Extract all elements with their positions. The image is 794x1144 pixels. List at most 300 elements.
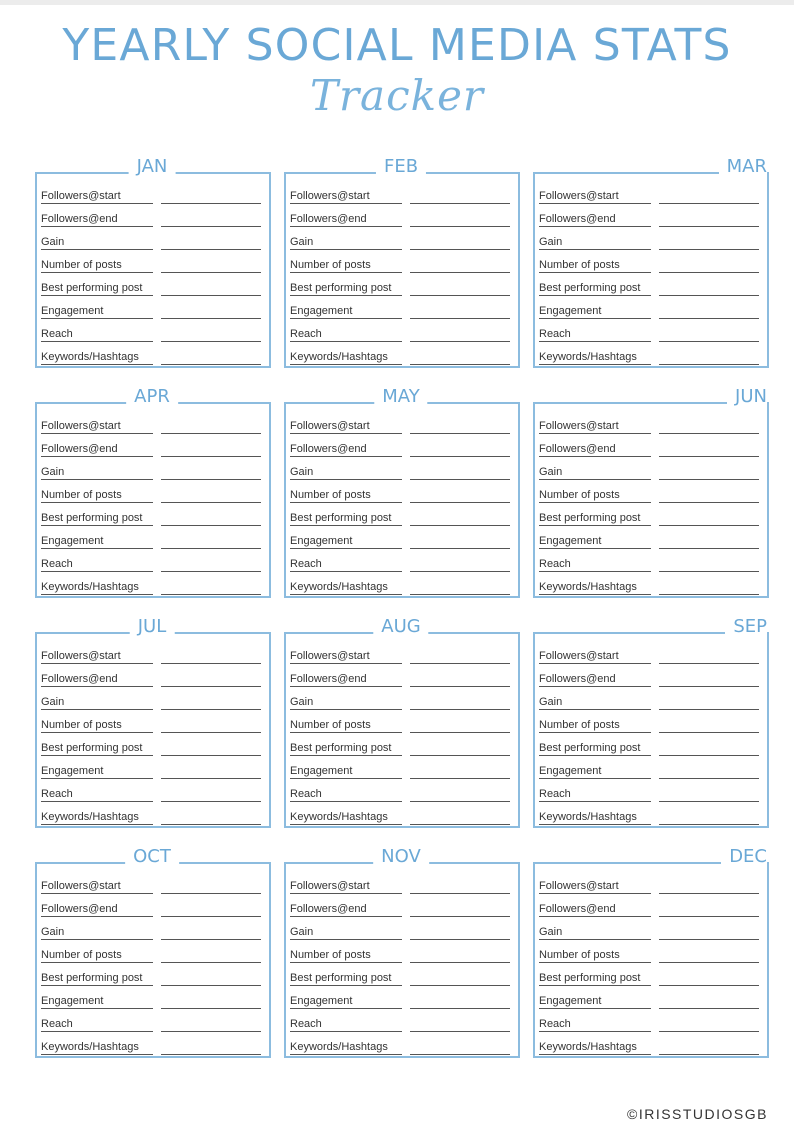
answer-line[interactable] bbox=[161, 685, 261, 687]
field-label: Keywords/Hashtags bbox=[539, 810, 651, 825]
answer-line[interactable] bbox=[659, 432, 759, 434]
month-block-feb bbox=[284, 156, 518, 366]
field-label: Keywords/Hashtags bbox=[290, 580, 402, 595]
field-row bbox=[41, 895, 263, 918]
field-row bbox=[41, 182, 263, 205]
field-row bbox=[41, 228, 263, 251]
field-row bbox=[41, 297, 263, 320]
field-row bbox=[290, 987, 512, 1010]
field-row bbox=[539, 435, 761, 458]
answer-line[interactable] bbox=[659, 1030, 759, 1032]
answer-line[interactable] bbox=[161, 662, 261, 664]
field-row bbox=[41, 757, 263, 780]
field-label: Number of posts bbox=[539, 718, 651, 733]
answer-line[interactable] bbox=[410, 501, 510, 503]
field-list bbox=[539, 412, 761, 596]
field-label: Best performing post bbox=[539, 741, 651, 756]
field-label: Number of posts bbox=[290, 718, 402, 733]
field-row bbox=[539, 182, 761, 205]
answer-line[interactable] bbox=[410, 202, 510, 204]
field-label: Reach bbox=[539, 1017, 651, 1032]
answer-line[interactable] bbox=[659, 984, 759, 986]
field-label: Followers@start bbox=[41, 419, 153, 434]
field-label: Followers@start bbox=[290, 419, 402, 434]
field-label: Keywords/Hashtags bbox=[41, 350, 153, 365]
answer-line[interactable] bbox=[410, 892, 510, 894]
field-row bbox=[290, 481, 512, 504]
field-list bbox=[290, 412, 512, 596]
field-row bbox=[539, 688, 761, 711]
month-name: JAN bbox=[129, 156, 176, 178]
answer-line[interactable] bbox=[161, 961, 261, 963]
answer-line[interactable] bbox=[161, 800, 261, 802]
answer-line[interactable] bbox=[410, 225, 510, 227]
answer-line[interactable] bbox=[161, 271, 261, 273]
field-label: Gain bbox=[41, 465, 153, 480]
month-block-aug bbox=[284, 616, 518, 826]
month-name: NOV bbox=[373, 846, 429, 868]
answer-line[interactable] bbox=[410, 984, 510, 986]
field-label: Keywords/Hashtags bbox=[41, 1040, 153, 1055]
field-row bbox=[290, 458, 512, 481]
field-label: Keywords/Hashtags bbox=[539, 580, 651, 595]
field-row bbox=[539, 642, 761, 665]
field-row bbox=[41, 412, 263, 435]
field-row bbox=[290, 504, 512, 527]
answer-line[interactable] bbox=[410, 432, 510, 434]
field-label: Reach bbox=[539, 557, 651, 572]
field-label: Best performing post bbox=[41, 281, 153, 296]
month-block-dec bbox=[533, 846, 767, 1056]
field-row bbox=[539, 527, 761, 550]
field-row bbox=[290, 688, 512, 711]
answer-line[interactable] bbox=[161, 340, 261, 342]
field-row bbox=[41, 527, 263, 550]
month-name: APR bbox=[126, 386, 178, 408]
copyright-text: ©IRISSTUDIOSGB bbox=[627, 1106, 768, 1122]
field-row bbox=[290, 343, 512, 366]
answer-line[interactable] bbox=[161, 432, 261, 434]
answer-line[interactable] bbox=[659, 1053, 759, 1055]
field-row bbox=[290, 182, 512, 205]
field-label: Reach bbox=[290, 787, 402, 802]
answer-line[interactable] bbox=[410, 248, 510, 250]
field-label: Number of posts bbox=[290, 258, 402, 273]
field-label: Engagement bbox=[539, 994, 651, 1009]
field-label: Number of posts bbox=[41, 948, 153, 963]
field-row bbox=[290, 228, 512, 251]
month-block-jan bbox=[35, 156, 269, 366]
field-list bbox=[41, 642, 263, 826]
answer-line[interactable] bbox=[659, 478, 759, 480]
answer-line[interactable] bbox=[659, 225, 759, 227]
field-row bbox=[539, 412, 761, 435]
answer-line[interactable] bbox=[659, 317, 759, 319]
field-label: Followers@end bbox=[290, 902, 402, 917]
field-label: Followers@start bbox=[539, 189, 651, 204]
answer-line[interactable] bbox=[410, 731, 510, 733]
answer-line[interactable] bbox=[161, 455, 261, 457]
field-label: Engagement bbox=[539, 764, 651, 779]
field-label: Best performing post bbox=[290, 511, 402, 526]
month-block-jul bbox=[35, 616, 269, 826]
answer-line[interactable] bbox=[659, 455, 759, 457]
field-label: Gain bbox=[41, 235, 153, 250]
field-row bbox=[539, 1033, 761, 1056]
field-row bbox=[539, 481, 761, 504]
answer-line[interactable] bbox=[410, 800, 510, 802]
answer-line[interactable] bbox=[410, 1007, 510, 1009]
answer-line[interactable] bbox=[410, 708, 510, 710]
field-row bbox=[41, 734, 263, 757]
field-row bbox=[539, 918, 761, 941]
answer-line[interactable] bbox=[161, 202, 261, 204]
field-label: Gain bbox=[290, 465, 402, 480]
field-label: Engagement bbox=[41, 994, 153, 1009]
month-block-oct bbox=[35, 846, 269, 1056]
field-row bbox=[539, 964, 761, 987]
field-row bbox=[539, 711, 761, 734]
field-row bbox=[41, 504, 263, 527]
month-name: DEC bbox=[721, 846, 767, 868]
answer-line[interactable] bbox=[410, 570, 510, 572]
answer-line[interactable] bbox=[410, 271, 510, 273]
field-row bbox=[41, 320, 263, 343]
field-label: Followers@start bbox=[41, 189, 153, 204]
field-row bbox=[539, 941, 761, 964]
field-label: Engagement bbox=[290, 534, 402, 549]
month-block-apr bbox=[35, 386, 269, 596]
field-row bbox=[539, 757, 761, 780]
field-row bbox=[290, 274, 512, 297]
answer-line[interactable] bbox=[410, 593, 510, 595]
month-name: AUG bbox=[373, 616, 428, 638]
answer-line[interactable] bbox=[659, 708, 759, 710]
answer-line[interactable] bbox=[161, 823, 261, 825]
field-label: Gain bbox=[41, 925, 153, 940]
field-label: Keywords/Hashtags bbox=[290, 350, 402, 365]
field-label: Engagement bbox=[290, 764, 402, 779]
answer-line[interactable] bbox=[161, 478, 261, 480]
field-row bbox=[539, 297, 761, 320]
answer-line[interactable] bbox=[410, 915, 510, 917]
answer-line[interactable] bbox=[659, 685, 759, 687]
field-label: Engagement bbox=[290, 994, 402, 1009]
answer-line[interactable] bbox=[161, 777, 261, 779]
field-list bbox=[539, 182, 761, 366]
field-label: Number of posts bbox=[539, 948, 651, 963]
field-label: Followers@start bbox=[41, 879, 153, 894]
field-label: Number of posts bbox=[41, 718, 153, 733]
field-row bbox=[290, 665, 512, 688]
month-block-sep bbox=[533, 616, 767, 826]
field-row bbox=[539, 205, 761, 228]
month-name: JUL bbox=[130, 616, 175, 638]
field-label: Gain bbox=[539, 695, 651, 710]
page-subtitle: Tracker bbox=[309, 71, 485, 120]
answer-line[interactable] bbox=[659, 340, 759, 342]
month-name: MAR bbox=[719, 156, 767, 178]
field-label: Followers@start bbox=[539, 879, 651, 894]
field-row bbox=[41, 642, 263, 665]
answer-line[interactable] bbox=[161, 524, 261, 526]
field-label: Best performing post bbox=[290, 971, 402, 986]
field-row bbox=[539, 780, 761, 803]
month-block-nov bbox=[284, 846, 518, 1056]
field-row bbox=[290, 573, 512, 596]
field-row bbox=[539, 895, 761, 918]
field-row bbox=[290, 803, 512, 826]
field-row bbox=[539, 504, 761, 527]
month-name: JUN bbox=[727, 386, 767, 408]
field-label: Reach bbox=[41, 327, 153, 342]
month-name: OCT bbox=[125, 846, 179, 868]
field-label: Followers@end bbox=[290, 442, 402, 457]
field-row bbox=[539, 274, 761, 297]
answer-line[interactable] bbox=[410, 754, 510, 756]
answer-line[interactable] bbox=[410, 317, 510, 319]
field-label: Best performing post bbox=[290, 741, 402, 756]
field-row bbox=[41, 435, 263, 458]
field-row bbox=[41, 780, 263, 803]
answer-line[interactable] bbox=[659, 271, 759, 273]
answer-line[interactable] bbox=[161, 501, 261, 503]
field-label: Followers@end bbox=[41, 212, 153, 227]
field-row bbox=[41, 941, 263, 964]
month-name: SEP bbox=[725, 616, 767, 638]
field-row bbox=[41, 918, 263, 941]
field-row bbox=[41, 803, 263, 826]
field-list bbox=[290, 182, 512, 366]
answer-line[interactable] bbox=[161, 593, 261, 595]
field-row bbox=[290, 1010, 512, 1033]
answer-line[interactable] bbox=[161, 1053, 261, 1055]
field-row bbox=[539, 573, 761, 596]
field-label: Reach bbox=[539, 327, 651, 342]
answer-line[interactable] bbox=[410, 662, 510, 664]
field-list bbox=[290, 642, 512, 826]
answer-line[interactable] bbox=[410, 340, 510, 342]
field-label: Best performing post bbox=[290, 281, 402, 296]
answer-line[interactable] bbox=[659, 1007, 759, 1009]
answer-line[interactable] bbox=[659, 363, 759, 365]
answer-line[interactable] bbox=[161, 984, 261, 986]
field-row bbox=[41, 251, 263, 274]
answer-line[interactable] bbox=[410, 938, 510, 940]
field-row bbox=[290, 941, 512, 964]
field-label: Best performing post bbox=[539, 511, 651, 526]
field-row bbox=[290, 757, 512, 780]
field-label: Gain bbox=[290, 925, 402, 940]
field-list bbox=[539, 642, 761, 826]
answer-line[interactable] bbox=[659, 248, 759, 250]
answer-line[interactable] bbox=[659, 938, 759, 940]
answer-line[interactable] bbox=[659, 501, 759, 503]
field-row bbox=[41, 688, 263, 711]
answer-line[interactable] bbox=[659, 892, 759, 894]
answer-line[interactable] bbox=[659, 754, 759, 756]
field-row bbox=[290, 297, 512, 320]
field-label: Followers@start bbox=[290, 649, 402, 664]
field-row bbox=[41, 872, 263, 895]
field-row bbox=[41, 458, 263, 481]
answer-line[interactable] bbox=[410, 455, 510, 457]
field-label: Engagement bbox=[41, 534, 153, 549]
field-label: Followers@end bbox=[41, 902, 153, 917]
field-row bbox=[290, 412, 512, 435]
field-label: Followers@end bbox=[539, 442, 651, 457]
answer-line[interactable] bbox=[410, 524, 510, 526]
field-row bbox=[290, 780, 512, 803]
field-label: Gain bbox=[539, 465, 651, 480]
field-list bbox=[41, 412, 263, 596]
answer-line[interactable] bbox=[161, 294, 261, 296]
field-label: Keywords/Hashtags bbox=[539, 350, 651, 365]
field-label: Followers@end bbox=[539, 212, 651, 227]
answer-line[interactable] bbox=[161, 317, 261, 319]
field-list bbox=[41, 182, 263, 366]
answer-line[interactable] bbox=[410, 777, 510, 779]
answer-line[interactable] bbox=[161, 731, 261, 733]
field-label: Keywords/Hashtags bbox=[41, 580, 153, 595]
field-label: Followers@start bbox=[290, 879, 402, 894]
answer-line[interactable] bbox=[161, 708, 261, 710]
field-label: Best performing post bbox=[41, 741, 153, 756]
field-label: Followers@end bbox=[41, 672, 153, 687]
field-row bbox=[539, 872, 761, 895]
answer-line[interactable] bbox=[161, 1007, 261, 1009]
field-label: Keywords/Hashtags bbox=[539, 1040, 651, 1055]
field-label: Keywords/Hashtags bbox=[290, 810, 402, 825]
answer-line[interactable] bbox=[659, 294, 759, 296]
answer-line[interactable] bbox=[410, 478, 510, 480]
field-label: Reach bbox=[290, 327, 402, 342]
field-row bbox=[290, 734, 512, 757]
answer-line[interactable] bbox=[659, 570, 759, 572]
month-name: FEB bbox=[376, 156, 426, 178]
field-row bbox=[539, 1010, 761, 1033]
field-label: Reach bbox=[290, 557, 402, 572]
field-row bbox=[290, 205, 512, 228]
answer-line[interactable] bbox=[161, 225, 261, 227]
field-label: Followers@start bbox=[539, 649, 651, 664]
field-row bbox=[290, 918, 512, 941]
answer-line[interactable] bbox=[659, 662, 759, 664]
month-block-mar bbox=[533, 156, 767, 366]
answer-line[interactable] bbox=[659, 524, 759, 526]
field-row bbox=[290, 642, 512, 665]
answer-line[interactable] bbox=[161, 938, 261, 940]
field-label: Best performing post bbox=[41, 971, 153, 986]
field-label: Gain bbox=[290, 695, 402, 710]
field-label: Keywords/Hashtags bbox=[290, 1040, 402, 1055]
field-row bbox=[290, 964, 512, 987]
field-row bbox=[41, 481, 263, 504]
answer-line[interactable] bbox=[410, 363, 510, 365]
answer-line[interactable] bbox=[161, 1030, 261, 1032]
field-row bbox=[290, 527, 512, 550]
field-label: Number of posts bbox=[290, 948, 402, 963]
answer-line[interactable] bbox=[161, 892, 261, 894]
answer-line[interactable] bbox=[659, 202, 759, 204]
answer-line[interactable] bbox=[410, 823, 510, 825]
answer-line[interactable] bbox=[659, 547, 759, 549]
field-row bbox=[539, 550, 761, 573]
field-list bbox=[539, 872, 761, 1056]
answer-line[interactable] bbox=[659, 800, 759, 802]
field-row bbox=[41, 1010, 263, 1033]
field-label: Engagement bbox=[290, 304, 402, 319]
field-label: Gain bbox=[539, 925, 651, 940]
month-block-jun bbox=[533, 386, 767, 596]
field-row bbox=[41, 274, 263, 297]
answer-line[interactable] bbox=[410, 961, 510, 963]
field-row bbox=[539, 458, 761, 481]
answer-line[interactable] bbox=[161, 363, 261, 365]
field-row bbox=[290, 895, 512, 918]
field-label: Gain bbox=[539, 235, 651, 250]
answer-line[interactable] bbox=[410, 547, 510, 549]
answer-line[interactable] bbox=[410, 294, 510, 296]
answer-line[interactable] bbox=[659, 961, 759, 963]
field-label: Engagement bbox=[539, 304, 651, 319]
field-row bbox=[41, 573, 263, 596]
field-row bbox=[290, 550, 512, 573]
answer-line[interactable] bbox=[659, 593, 759, 595]
answer-line[interactable] bbox=[161, 547, 261, 549]
field-label: Followers@end bbox=[290, 672, 402, 687]
answer-line[interactable] bbox=[659, 731, 759, 733]
answer-line[interactable] bbox=[161, 570, 261, 572]
field-label: Followers@end bbox=[539, 902, 651, 917]
field-row bbox=[290, 320, 512, 343]
field-label: Reach bbox=[290, 1017, 402, 1032]
field-label: Keywords/Hashtags bbox=[41, 810, 153, 825]
field-label: Number of posts bbox=[539, 258, 651, 273]
field-label: Number of posts bbox=[41, 488, 153, 503]
field-row bbox=[539, 665, 761, 688]
field-label: Followers@end bbox=[290, 212, 402, 227]
field-label: Gain bbox=[41, 695, 153, 710]
answer-line[interactable] bbox=[659, 777, 759, 779]
field-label: Best performing post bbox=[41, 511, 153, 526]
answer-line[interactable] bbox=[410, 1053, 510, 1055]
field-row bbox=[41, 205, 263, 228]
field-list bbox=[290, 872, 512, 1056]
field-label: Engagement bbox=[539, 534, 651, 549]
answer-line[interactable] bbox=[659, 915, 759, 917]
field-row bbox=[539, 343, 761, 366]
field-row bbox=[41, 711, 263, 734]
month-name: MAY bbox=[374, 386, 427, 408]
answer-line[interactable] bbox=[161, 754, 261, 756]
field-label: Followers@end bbox=[539, 672, 651, 687]
field-row bbox=[290, 251, 512, 274]
field-label: Engagement bbox=[41, 764, 153, 779]
field-row bbox=[290, 711, 512, 734]
field-row bbox=[41, 665, 263, 688]
answer-line[interactable] bbox=[659, 823, 759, 825]
field-label: Number of posts bbox=[41, 258, 153, 273]
answer-line[interactable] bbox=[410, 1030, 510, 1032]
answer-line[interactable] bbox=[161, 915, 261, 917]
answer-line[interactable] bbox=[410, 685, 510, 687]
answer-line[interactable] bbox=[161, 248, 261, 250]
field-label: Followers@end bbox=[41, 442, 153, 457]
field-row bbox=[41, 1033, 263, 1056]
field-row bbox=[539, 734, 761, 757]
field-row bbox=[41, 550, 263, 573]
